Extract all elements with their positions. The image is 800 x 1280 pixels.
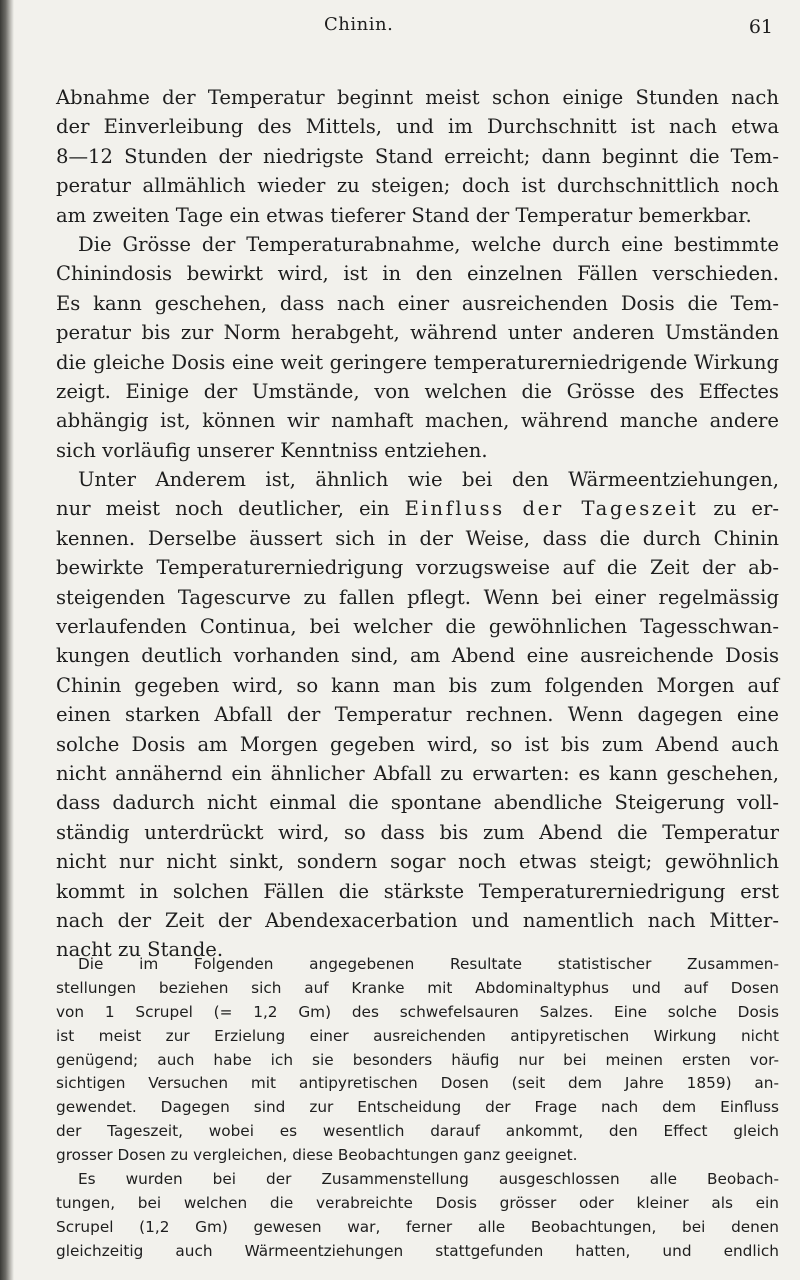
text-line: 8—12 Stunden der niedrigste Stand erreicht; dann beginnt die Tem- (56, 144, 779, 168)
small-text-line: sichtigen Versuchen mit antipyretischen Dosen (seit dem Jahre 1859) an- (56, 1074, 779, 1093)
text-line: Die Grösse der Temperaturabnahme, welche durch eine bestimmte (78, 232, 779, 256)
text-line: einen starken Abfall der Temperatur rechnen. Wenn dagegen eine (56, 703, 779, 727)
text-line: verlaufenden Continua, bei welcher die gewöhnlichen Tagesschwan- (56, 615, 779, 639)
small-text-line: Es wurden bei der Zusammenstellung ausgeschlossen alle Beobach- (78, 1170, 779, 1189)
text-line: Abnahme der Temperatur beginnt meist schon einige Stunden nach (56, 86, 779, 109)
text-line: nacht zu Stande. (56, 938, 224, 962)
text-line: kungen deutlich vorhanden sind, am Abend eine ausreichende Dosis (56, 644, 779, 668)
small-text-line: gleichzeitig auch Wärmeentziehungen stattgefunden hatten, und endlich (56, 1241, 779, 1260)
text-fragment: nur meist noch deutlicher, ein (56, 497, 405, 521)
text-line: ständig unterdrückt wird, so dass bis zum Abend die Temperatur (56, 820, 779, 844)
text-line: nicht annähernd ein ähnlicher Abfall zu erwarten: es kann geschehen, (56, 761, 779, 785)
text-line: peratur allmählich wieder zu steigen; doch ist durchschnittlich noch (56, 174, 779, 198)
small-text-line: gewendet. Dagegen sind zur Entscheidung der Frage nach dem Einfluss (56, 1098, 779, 1117)
text-line: abhängig ist, können wir namhaft machen, während manche andere (56, 409, 779, 433)
main-text-block (56, 83, 779, 965)
text-line: sich vorläufig unserer Kenntniss entziehen. (56, 438, 488, 462)
page-header (0, 10, 800, 40)
text-line: nach der Zeit der Abendexacerbation und namentlich nach Mitter- (56, 908, 779, 932)
text-line: steigenden Tagescurve zu fallen pflegt. Wenn bei einer regelmässig (56, 585, 779, 609)
text-line: zeigt. Einige der Umstände, von welchen die Grösse des Effectes (56, 379, 779, 403)
text-line: Es kann geschehen, dass nach einer ausreichenden Dosis die Tem- (56, 291, 779, 315)
small-text-line: der Tageszeit, wobei es wesentlich darauf ankommt, den Effect gleich (56, 1122, 779, 1141)
text-line: der Einverleibung des Mittels, und im Durchschnitt ist nach etwa (56, 115, 779, 139)
footnote-text-block (56, 953, 779, 1264)
text-line: nicht nur nicht sinkt, sondern sogar noch etwas steigt; gewöhnlich (56, 850, 779, 874)
page-number: 61 (748, 16, 773, 38)
text-fragment: zu er- (698, 497, 779, 521)
text-line: bewirkte Temperaturerniedrigung vorzugsweise auf die Zeit der ab- (56, 556, 779, 580)
text-line: die gleiche Dosis eine weit geringere temperaturerniedrigende Wirkung (56, 350, 779, 374)
text-line: peratur bis zur Norm herabgeht, während unter anderen Umständen (56, 321, 779, 345)
text-line: dass dadurch nicht einmal die spontane abendliche Steigerung voll- (56, 791, 779, 815)
small-text-line: genügend; auch habe ich sie besonders häufig nur bei meinen ersten vor- (56, 1050, 779, 1069)
page-gutter-shadow (0, 0, 14, 1280)
text-line: solche Dosis am Morgen gegeben wird, so ist bis zum Abend auch (56, 732, 779, 756)
text-line: Unter Anderem ist, ähnlich wie bei den Wärmeentziehungen, (78, 468, 779, 492)
text-line: Chinindosis bewirkt wird, ist in den einzelnen Fällen verschieden. (56, 262, 779, 286)
small-text-line: Die im Folgenden angegebenen Resultate statistischer Zusammen- (78, 955, 779, 973)
text-line: Chinin gegeben wird, so kann man bis zum folgenden Morgen auf (56, 673, 779, 697)
small-text-line: Scrupel (1,2 Gm) gewesen war, ferner alle Beobachtungen, bei denen (56, 1217, 779, 1236)
small-text-line: ist meist zur Erzielung einer ausreichenden antipyretischen Wirkung nicht (56, 1026, 779, 1045)
small-text-line: tungen, bei welchen die verabreichte Dosis grösser oder kleiner als ein (56, 1193, 779, 1212)
small-text-line: grosser Dosen zu vergleichen, diese Beobachtungen ganz geeignet. (56, 1146, 578, 1165)
running-title: Chinin. (324, 14, 394, 35)
text-line: kommt in solchen Fällen die stärkste Temperaturerniedrigung erst (56, 879, 779, 903)
emphasized-phrase: Einfluss der Tageszeit (404, 497, 699, 521)
text-line-einfluss (56, 494, 779, 523)
text-line: kennen. Derselbe äussert sich in der Weise, dass die durch Chinin (56, 526, 779, 550)
small-text-line: stellungen beziehen sich auf Kranke mit Abdominaltyphus und auf Dosen (56, 978, 779, 997)
text-line: am zweiten Tage ein etwas tieferer Stand der Temperatur bemerkbar. (56, 203, 752, 227)
small-text-line: von 1 Scrupel (= 1,2 Gm) des schwefelsauren Salzes. Eine solche Dosis (56, 1002, 779, 1021)
